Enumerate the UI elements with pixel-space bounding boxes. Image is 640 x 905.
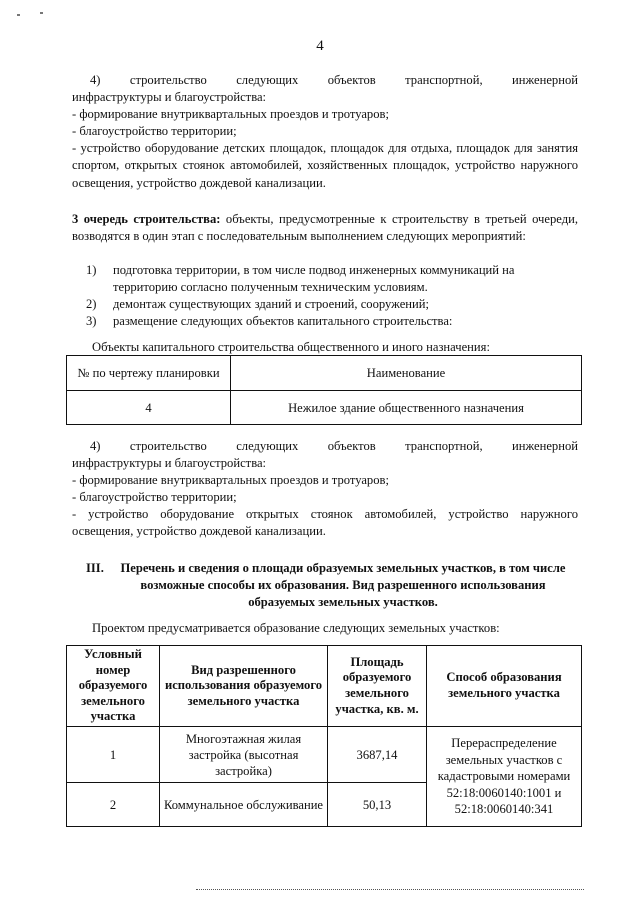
table-header-row <box>67 646 582 727</box>
list-item: - формирование внутриквартальных проездов и тротуаров; <box>72 473 389 488</box>
table-cell: Многоэтажная жилая застройка (высотная застройка) <box>160 727 328 783</box>
paragraph-line: 4) строительство следующих объектов транспортной, инженерной <box>90 439 578 453</box>
list-item <box>86 313 578 330</box>
list-item: - благоустройство территории; <box>72 124 237 139</box>
page-number: 4 <box>316 38 324 54</box>
land-plots-table <box>66 645 582 827</box>
list-item: - устройство оборудование детских площадок, площадок для отдыха, площадок для занятия спортом, открытых стоянок автомобилей, хозяйственных площадок, устройство наружного освещения, устройство дождевой канализации. <box>72 141 578 190</box>
section-number: III. <box>86 561 104 575</box>
paragraph-line: инфраструктуры и благоустройства: <box>72 90 267 105</box>
scan-edge-line <box>196 889 584 890</box>
table-cell: 3687,14 <box>328 727 427 783</box>
table-cell: Коммунальное обслуживание <box>160 783 328 827</box>
table-row <box>67 391 582 425</box>
list-item <box>86 262 578 296</box>
intro-paragraph: Проектом предусматривается образование следующих земельных участков: <box>92 621 500 635</box>
list-item: - формирование внутриквартальных проездов и тротуаров; <box>72 107 389 122</box>
list-item: - устройство оборудование открытых стоянок автомобилей, устройство наружного освещения, устройство дождевой канализации. <box>72 507 578 539</box>
table-cell: 2 <box>67 783 160 827</box>
stage3-paragraph <box>72 211 578 245</box>
table-header-row <box>67 356 582 391</box>
section-heading <box>72 560 578 611</box>
stage3-text: объекты, предусмотренные к строительству в третьей очереди, возводятся в один этап с последовательным выполнением следующих мероприятий: <box>72 212 578 244</box>
table-cell: Нежилое здание общественного назначения <box>231 391 582 425</box>
table-header-cell: Наименование <box>231 356 582 391</box>
table-header-cell: Условный номер образуемого земельного участка <box>67 646 160 727</box>
list-item: - благоустройство территории; <box>72 490 237 505</box>
table1-caption: Объекты капитального строительства общественного и иного назначения: <box>92 340 490 354</box>
list-number: 1) <box>86 263 97 277</box>
table-cell: 50,13 <box>328 783 427 827</box>
list-text: демонтаж существующих зданий и строений, сооружений; <box>113 297 430 312</box>
table-header-cell: Площадь образуемого земельного участка, кв. м. <box>328 646 427 727</box>
table-row <box>67 727 582 783</box>
list-item <box>86 296 578 313</box>
infrastructure-block-1 <box>72 72 578 192</box>
stage3-title: 3 очередь строительства: <box>72 212 221 226</box>
capital-objects-table <box>66 355 582 425</box>
scan-artifact <box>17 14 20 16</box>
list-number: 3) <box>86 314 97 329</box>
paragraph-line: 4) строительство следующих объектов транспортной, инженерной <box>90 73 578 87</box>
infrastructure-block-2 <box>72 438 578 541</box>
table-header-cell: № по чертежу планировки <box>67 356 231 391</box>
list-text: подготовка территории, в том числе подвод инженерных коммуникаций на территорию согласно полученным техническим условиям. <box>113 263 515 295</box>
list-text: размещение следующих объектов капитального строительства: <box>113 314 453 329</box>
paragraph-line: инфраструктуры и благоустройства: <box>72 456 267 471</box>
scan-artifact <box>40 12 43 14</box>
table-cell: 1 <box>67 727 160 783</box>
table-header-cell: Вид разрешенного использования образуемого земельного участка <box>160 646 328 727</box>
section-title: Перечень и сведения о площади образуемых земельных участков, в том числе возможные способы их образования. Вид разрешенного использования образуемых земельных участков. <box>120 561 566 609</box>
table-cell-method: Перераспределение земельных участков с кадастровыми номерами 52:18:0060140:1001 и 52:18:0060140:341 <box>427 727 582 827</box>
stage3-list <box>86 262 578 330</box>
list-number: 2) <box>86 297 97 312</box>
table-cell: 4 <box>67 391 231 425</box>
table-header-cell: Способ образования земельного участка <box>427 646 582 727</box>
